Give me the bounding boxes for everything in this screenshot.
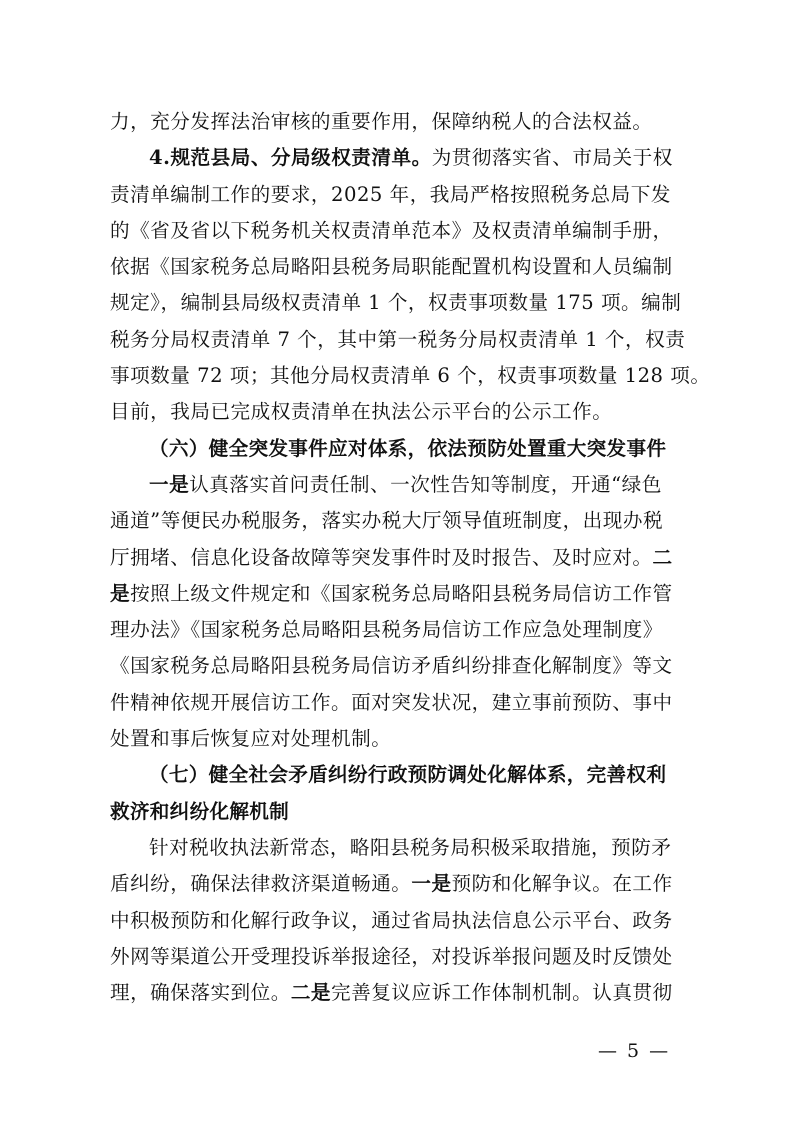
- body-line: 事项数量 72 项；其他分局权责清单 6 个，权责事项数量 128 项。: [110, 364, 711, 388]
- body-line: 外网等渠道公开受理投诉举报途径，对投诉举报问题及时反馈处: [110, 944, 673, 968]
- body-line: 力，充分发挥法治审核的重要作用，保障纳税人的合法权益。: [110, 110, 653, 133]
- body-line: 理，确保落实到位。二是完善复议应诉工作体制机制。认真贯彻: [110, 981, 673, 1005]
- section-heading-continued: 救济和纠纷化解机制: [110, 799, 290, 823]
- body-line: 规定》，编制县局级权责清单 1 个，权责事项数量 175 项。编制: [110, 291, 682, 315]
- body-line: 盾纠纷，确保法律救济渠道畅通。一是预防和化解争议。在工作: [110, 872, 673, 896]
- body-line: 一是认真落实首问责任制、一次性告知等制度，开通“绿色: [149, 472, 662, 496]
- body-line: 厅拥堵、信息化设备故障等突发事件时及时报告、及时应对。二: [110, 545, 673, 569]
- section-heading-inline: 4.规范县局、分局级权责清单。: [149, 146, 432, 170]
- body-line: 4.规范县局、分局级权责清单。为贯彻落实省、市局关于权: [149, 146, 673, 170]
- body-line: 通道”等便民办税服务，落实办税大厅领导值班制度，出现办税: [110, 509, 664, 533]
- section-heading: （七）健全社会矛盾纠纷行政预防调处化解体系，完善权利: [149, 763, 667, 787]
- document-body: [110, 104, 711, 1011]
- body-line: 《国家税务总局略阳县税务局信访矛盾纠纷排查化解制度》等文: [110, 654, 673, 678]
- section-heading: （六）健全突发事件应对体系，依法预防处置重大突发事件: [149, 436, 667, 460]
- body-line: 目前，我局已完成权责清单在执法公示平台的公示工作。: [110, 400, 613, 424]
- body-line: 依据《国家税务总局略阳县税务局职能配置机构设置和人员编制: [110, 255, 673, 279]
- body-line: 处置和事后恢复应对处理机制。: [110, 727, 392, 751]
- body-line: 件精神依规开展信访工作。面对突发状况，建立事前预防、事中: [110, 690, 673, 714]
- body-line: 理办法》《国家税务总局略阳县税务局信访工作应急处理制度》: [110, 618, 663, 642]
- page-number: — 5 —: [598, 1040, 671, 1062]
- body-line: 税务分局权责清单 7 个，其中第一税务分局权责清单 1 个，权责: [110, 327, 686, 351]
- body-line: 针对税收执法新常态，略阳县税务局积极采取措施，预防矛: [149, 835, 672, 859]
- body-line: 责清单编制工作的要求，2025 年，我局严格按照税务总局下发: [110, 182, 671, 206]
- body-line: 的《省及省以下税务机关权责清单范本》及权责清单编制手册，: [110, 218, 673, 242]
- body-line: 是按照上级文件规定和《国家税务总局略阳县税务局信访工作管: [110, 581, 673, 605]
- body-line: 中积极预防和化解行政争议，通过省局执法信息公示平台、政务: [110, 908, 673, 932]
